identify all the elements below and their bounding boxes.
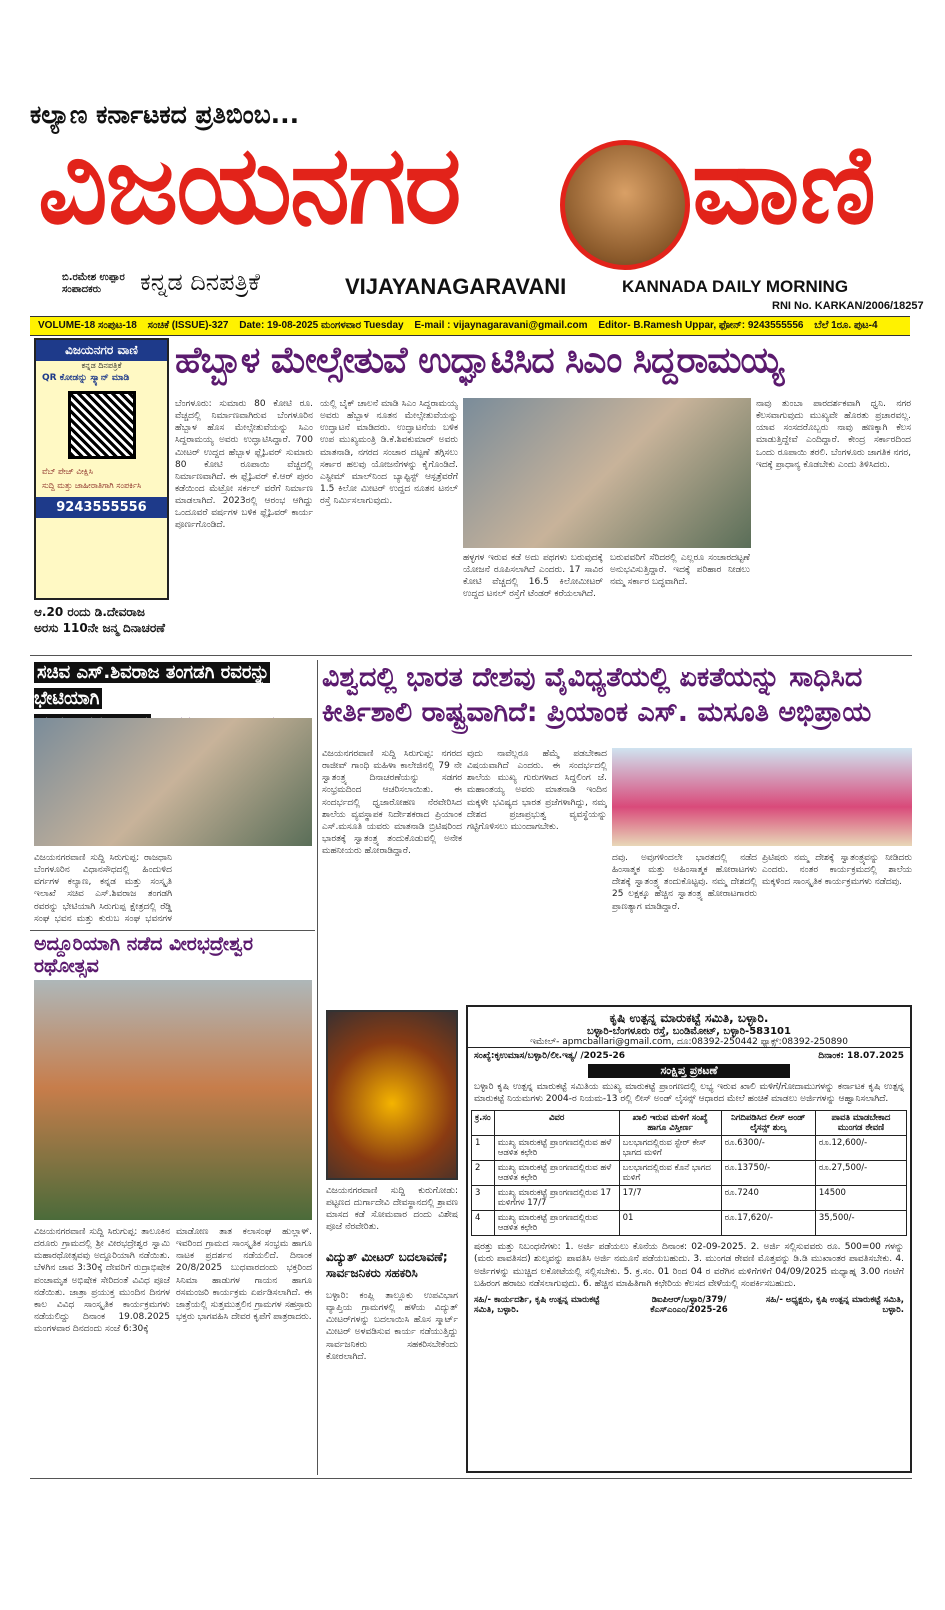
notice-contact: ಇಮೇಲ್- apmcballari@gmail.com, ದೂ:08392-250442 ಫ್ಯಾಕ್ಸ್:08392-250890 — [530, 1037, 848, 1047]
story5-body: ಬಳ್ಳಾರಿ: ಕಂಪ್ಲಿ ತಾಲ್ಲೂಕು ಉಪವಿಭಾಗ ವ್ಯಾಪ್ತಿಯ ಗ್ರಾಮಗಳಲ್ಲಿ ಹಳೆಯ ವಿದ್ಯುತ್ ಮೀಟರ್‌ಗಳನ್ನು ಬದಲಾಯಿಸಿ ಹೊಸ ಸ್ಮಾರ್ಟ್ ಮೀಟರ್ ಅಳವಡಿಸುವ ಕಾರ್ಯ ನಡೆಯುತ್ತಿದ್ದು ಸಾರ್ವಜನಿಕರು ಸಹಕರಿಸಬೇಕೆಂದು ಕೋರಲಾಗಿದೆ. — [326, 1291, 458, 1362]
qr-advertisement — [34, 338, 169, 600]
story5-caption: ವಿಜಯನಗರವಾಣಿ ಸುದ್ದಿ ಕುರುಗೋಡು: ಪಟ್ಟಣದ ದುರ್ಗಾದೇವಿ ದೇವಸ್ಥಾನದಲ್ಲಿ ಶ್ರಾವಣ ಮಾಸದ ಕಡೆ ಸೋಮವಾರ ದಂದು ವಿಶೇಷ ಪೂಜೆ ನೆರವೇರಿತು. — [326, 1186, 458, 1233]
ad-phone: 9243555556 — [36, 497, 167, 518]
temple-puja-photo — [326, 1010, 458, 1180]
notice-body: ಬಳ್ಳಾರಿ ಕೃಷಿ ಉತ್ಪನ್ನ ಮಾರುಕಟ್ಟೆ ಸಮಿತಿಯ ಮುಖ್ಯ ಮಾರುಕಟ್ಟೆ ಪ್ರಾಂಗಣದಲ್ಲಿ ಲಭ್ಯ ಇರುವ ಖಾಲಿ ಮಳಿಗೆ/ಗೋದಾಮುಗಳನ್ನು ಕರ್ನಾಟಕ ಕೃಷಿ ಉತ್ಪನ್ನ ಮಾರುಕಟ್ಟೆ ನಿಯಮಗಳು 2004-ರ ನಿಯಮ-13 ರಲ್ಲಿ ಲೀಸ್ ಅಂಡ್ ಲೈಸನ್ಸ್ ಆಧಾರದ ಮೇಲೆ ಹಂಚಿಕೆ ಮಾಡಲು ಅರ್ಜಿಗಳನ್ನು ಆಹ್ವಾನಿಸಲಾಗಿದೆ. — [474, 1082, 904, 1105]
notice-date: ದಿನಾಂಕ: 18.07.2025 — [818, 1051, 904, 1061]
issue-info-bar — [30, 316, 910, 336]
ad-subtitle: ಕನ್ನಡ ದಿನಪತ್ರಿಕೆ — [81, 361, 122, 370]
table-row: 1 ಮುಖ್ಯ ಮಾರುಕಟ್ಟೆ ಪ್ರಾಂಗಣದಲ್ಲಿರುವ ಹಳೆ ಆಡಳಿತ ಕಛೇರಿ ಬಲಭಾಗದಲ್ಲಿರುವ ಸ್ಟೇರ್ ಕೇಸ್ ಭಾಗದ ಮಳಿಗೆ ರೂ.6300/- ರೂ.12,600/- — [472, 1136, 907, 1161]
notice-address: ಬಳ್ಳಾರಿ-ಬೆಂಗಳೂರು ರಸ್ತೆ, ಬಂಡಿಮೋಟ್, ಬಳ್ಳಾರಿ-583101 — [587, 1026, 791, 1037]
story3-headline: ವಿಶ್ವದಲ್ಲಿ ಭಾರತ ದೇಶವು ವೈವಿಧ್ಯತೆಯಲ್ಲಿ ಏಕತೆಯನ್ನು ಸಾಧಿಸಿದ ಕೀರ್ತಿಶಾಲಿ ರಾಷ್ಟ್ರವಾಗಿದೆ: ಪ್ರಿಯಾಂಕ ಎಸ್. ಮಸೂತಿ ಅಭಿಪ್ರಾಯ — [322, 662, 872, 729]
table-header: ಕ್ರ.ಸಂ — [472, 1111, 495, 1136]
notice-ref: ಸಂಖ್ಯೆ:ಕೃಉಮಾಸ/ಬಳ್ಳಾರಿ/ಲೀ.ಇತ್ಯ/ /2025-26 — [474, 1051, 625, 1061]
notice-terms: ಷರತ್ತು ಮತ್ತು ನಿಬಂಧನೆಗಳು: 1. ಅರ್ಜಿ ಪಡೆಯಲು ಕೊನೆಯ ದಿನಾಂಕ: 02-09-2025. 2. ಅರ್ಜಿ ಸಲ್ಲಿಸುವವರು ರೂ. 500=00 ಗಳನ್ನು (ಮರು ಪಾವತಿಸದ) ಶುಲ್ಕವನ್ನು ಪಾವತಿಸಿ ಅರ್ಜಿ ನಮೂನೆ ಪಡೆಯಬಹುದು. 3. ಮುಂಗಡ ಠೇವಣಿ ಮೊತ್ತವನ್ನು ಡಿ.ಡಿ ಮುಖಾಂತರ ಪಾವತಿಸಬೇಕು. 4. ಅರ್ಜಿಗಳನ್ನು ಮುಚ್ಚಿದ ಲಕೋಟೆಯಲ್ಲಿ ಸಲ್ಲಿಸಬೇಕು. 5. ಕ್ರ.ಸಂ. 01 ರಿಂದ 04 ರ ವರೆಗಿನ ಮಳಿಗೆಗಳಿಗೆ 04/09/2025 ಮಧ್ಯಾಹ್ನ 3.00 ಗಂಟೆಗೆ ಬಹಿರಂಗ ಹರಾಜು ನಡೆಸಲಾಗುವುದು. 6. ಹೆಚ್ಚಿನ ಮಾಹಿತಿಗಾಗಿ ಕಛೇರಿಯ ಕೆಲಸದ ವೇಳೆಯಲ್ಲಿ ಸಂಪರ್ಕಿಸಬಹುದು. — [474, 1242, 904, 1289]
ad-line-2: ಸುದ್ದಿ ಮತ್ತು ಜಾಹೀರಾತಿಗಾಗಿ ಸಂಪರ್ಕಿಸಿ — [42, 481, 142, 490]
main-headline: ಹೆಬ್ಬಾಳ ಮೇಲ್ಸೇತುವೆ ಉದ್ಘಾಟಿಸಿದ ಸಿಎಂ ಸಿದ್ದರಾಮಯ್ಯ — [175, 340, 784, 381]
story4-headline: ಅದ್ದೂರಿಯಾಗಿ ನಡೆದ ವೀರಭದ್ರೇಶ್ವರ ರಥೋತ್ಸವ — [34, 933, 254, 977]
independence-day-photo — [612, 748, 912, 846]
story3-column-2: ವುದು ನಾವೆಲ್ಲರೂ ಹೆಮ್ಮೆ ಪಡಬೇಕಾದ ವಿಷಯವಾಗಿದೆ ಎಂದರು. ಈ ಸಂದರ್ಭದಲ್ಲಿ ಶಾಲೆಯ ಮುಖ್ಯ ಗುರುಗಳಾದ ಸಿದ್ದಲಿಂಗ ಜೆ. ಮಹಾಂತಯ್ಯ ಅವರು ಮಾತನಾಡಿ ಇಂದಿನ ಮಕ್ಕಳೇ ಭವಿಷ್ಯದ ಭಾರತ ಪ್ರಜೆಗಳಾಗಿದ್ದು, ನಮ್ಮ ದೇಶದ ಪ್ರಜಾಪ್ರಭುತ್ವ ವ್ಯವಸ್ಥೆಯನ್ನು ಗಟ್ಟಿಗೊಳಿಸಲು ಮುಂದಾಗಬೇಕು. — [467, 749, 607, 832]
chariot-festival-photo — [34, 980, 312, 1220]
apmc-public-notice — [466, 1005, 912, 1473]
date: Date: 19-08-2025 ಮಂಗಳವಾರ Tuesday — [239, 320, 404, 331]
story1-column-2: ಯಲ್ಲಿ ಬೈಕ್ ಚಾಲನೆ ಮಾಡಿ ಸಿಎಂ ಸಿದ್ದರಾಮಯ್ಯ ಅವರು ಹೆಬ್ಬಾಳ ನೂತನ ಮೇಲ್ಸೇತುವೆಯನ್ನು ಉದ್ಘಾಟನೆ ಮಾಡಿದರು. ಉದ್ಘಾಟನೆಯ ಬಳಿಕ ಉಪ ಮುಖ್ಯಮಂತ್ರಿ ಡಿ.ಕೆ.ಶಿವಕುಮಾರ್ ಅವರು ಮಾತನಾಡಿ, ನಗರದ ಸಂಚಾರ ದಟ್ಟಣೆ ತಗ್ಗಿಸಲು ಸರ್ಕಾರ ಹಲವು ಯೋಜನೆಗಳನ್ನು ಕೈಗೊಂಡಿದೆ. ಎಸ್ಟೀಮ್ ಮಾಲ್‌ನಿಂದ ಬ್ಯಾಪ್ಟಿಸ್ಟ್ ಆಸ್ಪತ್ರೆವರೆಗೆ 1.5 ಕಿಲೋ ಮೀಟರ್ ಉದ್ದದ ನೂತನ ಟನಲ್ ರಸ್ತೆ ನಿರ್ಮಿಸಲಾಗುವುದು. — [320, 399, 458, 507]
table-row: 2 ಮುಖ್ಯ ಮಾರುಕಟ್ಟೆ ಪ್ರಾಂಗಣದಲ್ಲಿರುವ ಹಳೆ ಆಡಳಿತ ಕಛೇರಿ ಬಲಭಾಗದಲ್ಲಿರುವ ಕೊನೆ ಭಾಗದ ಮಳಿಗೆ ರೂ.13750/- ರೂ.27,500/- — [472, 1161, 907, 1186]
ad-qr-text: QR ಕೋಡನ್ನು ಸ್ಕ್ಯಾನ್ ಮಾಡಿ — [42, 373, 130, 383]
notice-sign-mid: ಡಿಐಪಿಆರ್/ಬಳ್ಳಾರಿ/379/ ಕೆಎಸ್‌ಎಂಎಂ/2025-26 — [650, 1294, 728, 1315]
table-header: ಖಾಲಿ ಇರುವ ಮಳಿಗೆ ಸಂಖ್ಯೆ ಹಾಗೂ ವಿಸ್ತೀರ್ಣ — [619, 1111, 721, 1136]
issue: ಸಂಚಿಕೆ (ISSUE)-327 — [147, 320, 229, 331]
story2-body-cont — [178, 852, 312, 927]
table-row: 4 ಮುಖ್ಯ ಮಾರುಕಟ್ಟೆ ಪ್ರಾಂಗಣದಲ್ಲಿರುವ ಆಡಳಿತ ಕಛೇರಿ 01 ರೂ.17,620/- 35,500/- — [472, 1211, 907, 1236]
email[interactable]: E-mail : vijaynagaravani@gmail.com — [414, 320, 588, 331]
table-header: ನಿಗದಿಪಡಿಸಿದ ಲೀಸ್ ಅಂಡ್ ಲೈಸನ್ಸ್ ಶುಲ್ಕ — [721, 1111, 815, 1136]
notice-sign-left: ಸಹಿ/- ಕಾರ್ಯದರ್ಶಿ, ಕೃಷಿ ಉತ್ಪನ್ನ ಮಾರುಕಟ್ಟೆ ಸಮಿತಿ, ಬಳ್ಳಾರಿ. — [474, 1294, 600, 1315]
memorandum-photo — [34, 718, 312, 846]
story2-body: ವಿಜಯನಗರವಾಣಿ ಸುದ್ದಿ ಸಿರುಗುಪ್ಪ: ರಾಜಧಾನಿ ಬೆಂಗಳೂರಿನ ವಿಧಾನಸೌಧದಲ್ಲಿ ಹಿಂದುಳಿದ ವರ್ಗಗಳ ಕಲ್ಯಾಣ, ಕನ್ನಡ ಮತ್ತು ಸಂಸ್ಕೃತಿ ಇಲಾಖೆ ಸಚಿವ ಎಸ್.ಶಿವರಾಜ ತಂಗಡಗಿ ರವರನ್ನು ಭೇಟಿಯಾಗಿ ಸಿರುಗುಪ್ಪ ಕ್ಷೇತ್ರದಲ್ಲಿ ರೆಡ್ಡಿ ಸಂಘ ಭವನ ಮತ್ತು ಕುರುಬ ಸಂಘ ಭವನಗಳ — [34, 853, 172, 924]
story4-column-1: ವಿಜಯನಗರವಾಣಿ ಸುದ್ದಿ ಸಿರುಗುಪ್ಪ: ತಾಲೂಕಿನ ದರೂರು ಗ್ರಾಮದಲ್ಲಿ ಶ್ರೀ ವೀರಭದ್ರೇಶ್ವರ ಸ್ವಾಮಿ ಮಹಾರಥೋತ್ಸವವು ಅದ್ದೂರಿಯಾಗಿ ನಡೆಯಿತು. ಬೆಳಗಿನ ಜಾವ 3:30ಕ್ಕೆ ದೇವರಿಗೆ ರುದ್ರಾಭಿಷೇಕ ಪಂಚಾಮೃತ ಅಭಿಷೇಕ ಸೇರಿದಂತೆ ವಿವಿಧ ಪೂಜೆ ನಡೆಯಿತು. ಜಾತ್ರಾ ಪ್ರಯುಕ್ತ ಮುಂದಿನ ದಿನಗಳ ಕಾಲ ವಿವಿಧ ಸಾಂಸ್ಕೃತಿಕ ಕಾರ್ಯಕ್ರಮಗಳು ನಡೆಯಲಿದ್ದು ದಿನಾಂಕ 19.08.2025 ಮಂಗಳವಾರ ದಿನದಂದು ಸಂಜೆ 6:30ಕ್ಕೆ — [34, 1227, 170, 1335]
english-title: VIJAYANAGARAVANI — [345, 274, 567, 299]
anniversary-note: ಆ.20 ರಂದು ಡಿ.ದೇವರಾಜ ಅರಸು 110ನೇ ಜನ್ಮ ದಿನಾಚರಣೆ — [34, 605, 165, 635]
table-header: ವಿವರ — [494, 1111, 619, 1136]
masthead-tagline: ಕಲ್ಯಾಣ ಕರ್ನಾಟಕದ ಪ್ರತಿಬಿಂಬ... — [30, 100, 300, 129]
notice-title: ಕೃಷಿ ಉತ್ಪನ್ನ ಮಾರುಕಟ್ಟೆ ಸಮಿತಿ, ಬಳ್ಳಾರಿ. — [609, 1011, 769, 1025]
editor-credit: ಬಿ.ರಮೇಶ ಉಪ್ಪಾರ ಸಂಪಾದಕರು — [62, 272, 125, 295]
story1-bottom-1: ಹಳ್ಳಗಳ ಇರುವ ಕಡೆ ಅದು ಪಥಗಳು ಬರುವುದಕ್ಕೆ ಯೋಜನೆ ರೂಪಿಸಲಾಗಿದೆ ಎಂದರು. 17 ಸಾವಿರ ಕೋಟಿ ವೆಚ್ಚದಲ್ಲಿ 16.5 ಕಿಲೋಮೀಟರ್ ಉದ್ದದ ಟನಲ್ ರಸ್ತೆಗೆ ಟೆಂಡರ್ ಕರೆಯಲಾಗಿದೆ. — [463, 553, 603, 600]
ad-line-1: ವೆಬ್ ಪೇಜ್ ವೀಕ್ಷಿಸಿ — [42, 467, 94, 476]
table-header: ಪಾವತಿ ಮಾಡಬೇಕಾದ ಮುಂಗಡ ಠೇವಣಿ — [815, 1111, 906, 1136]
story3-column-3: ದವು. ಅವುಗಳಿಂದಲೇ ಭಾರತದಲ್ಲಿ ನಡೆದ ಹಿಂಸಾತ್ಮಕ ಮತ್ತು ಅಹಿಂಸಾತ್ಮಕ ಹೋರಾಟಗಳು ದೇಶಕ್ಕೆ ಸ್ವಾತಂತ್ರ್ಯ ತಂದುಕೊಟ್ಟವು. ನಮ್ಮ ದೇಶದಲ್ಲಿ 25 ಲಕ್ಷಕ್ಕೂ ಹೆಚ್ಚಿನ ಸ್ವಾತಂತ್ರ್ಯ ಹೋರಾಟಗಾರರು ಪ್ರಾಣತ್ಯಾಗ ಮಾಡಿದ್ದಾರೆ. — [612, 853, 757, 912]
price: ಬೆಲೆ 1ರೂ. ಪುಟ-4 — [814, 320, 878, 331]
story2-headline: ಸಚಿವ ಎಸ್.ಶಿವರಾಜ ತಂಗಡಗಿ ರವರನ್ನು ಭೇಟಿಯಾಗಿ — [34, 660, 314, 738]
notice-sign-right: ಸಹಿ/- ಅಧ್ಯಕ್ಷರು, ಕೃಷಿ ಉತ್ಪನ್ನ ಮಾರುಕಟ್ಟೆ ಸಮಿತಿ, ಬಳ್ಳಾರಿ. — [765, 1294, 904, 1315]
editor-contact: Editor- B.Ramesh Uppar, ಫೋನ್: 9243555556 — [598, 320, 804, 331]
story1-bottom-2: ಬರುವವರಿಗೆ ಸೆರಿದರಲ್ಲಿ ಎಲ್ಲರೂ ಸಂಚಾರದಟ್ಟಣೆ ಅನುಭವಿಸುತ್ತಿದ್ದಾರೆ. ಇದಕ್ಕೆ ಪರಿಹಾರ ನೀಡಲು ನಮ್ಮ ಸರ್ಕಾರ ಬದ್ಧವಾಗಿದೆ. — [610, 553, 750, 588]
tender-table — [471, 1110, 907, 1236]
notice-press-label: ಸಂಕ್ಷಿಪ್ತ ಪ್ರಕಟಣೆ — [588, 1064, 790, 1078]
volume: VOLUME-18 ಸಂಪುಟ-18 — [38, 320, 137, 331]
story1-column-1: ಬೆಂಗಳೂರು: ಸುಮಾರು 80 ಕೋಟಿ ರೂ. ವೆಚ್ಚದಲ್ಲಿ ನಿರ್ಮಾಣವಾಗಿರುವ ಬೆಂಗಳೂರಿನ ಹೆಬ್ಬಾಳ ಹೊಸ ಮೇಲ್ಸೇತುವೆಯನ್ನು ಸಿಎಂ ಸಿದ್ದರಾಮಯ್ಯ ಅವರು ಉದ್ಘಾಟಿಸಿದ್ದಾರೆ. 700 ಮೀಟರ್ ಉದ್ದದ ಹೆಬ್ಬಾಳ ಫ್ಲೈಓವರ್ ಸುಮಾರು 80 ಕೋಟಿ ರೂಪಾಯಿ ವೆಚ್ಚದಲ್ಲಿ ನಿರ್ಮಾಣವಾಗಿದೆ. ಈ ಫ್ಲೈಓವರ್ ಕೆ.ಆರ್ ಪುರಂ ಕಡೆಯಿಂದ ಮೆಟ್ರೋ ಸರ್ಕಲ್ ವರೆಗೆ ನಿರ್ಮಾಣ ಮಾಡಲಾಗಿದೆ. 2023ರಲ್ಲಿ ಆರಂಭ ಆಗಿದ್ದು ಒಂದೂವರೆ ವರ್ಷಗಳ ಬಳಿಕ ಫ್ಲೈಓವರ್ ಕಾರ್ಯ ಪೂರ್ಣಗೊಂಡಿದೆ. — [175, 399, 313, 531]
story5-headline: ವಿದ್ಯುತ್ ಮೀಟರ್ ಬದಲಾವಣೆ; ಸಾರ್ವಜನಿಕರು ಸಹಕರಿಸಿ — [326, 1250, 448, 1280]
masthead-title: ವಿಜಯನಗರ — [38, 123, 460, 248]
qr-code-icon[interactable] — [68, 391, 136, 459]
ad-title: ವಿಜಯನಗರ ವಾಣಿ — [36, 340, 167, 361]
english-subtitle: KANNADA DAILY MORNING — [622, 277, 849, 296]
story3-column-4: ಪ್ರಿಟಿಷರು ನಮ್ಮ ದೇಶಕ್ಕೆ ಸ್ವಾತಂತ್ರ್ಯವನ್ನು ನೀಡಿದರು ಎಂದರು. ನಂತರ ಕಾರ್ಯಕ್ರಮದಲ್ಲಿ ಶಾಲೆಯ ಮಕ್ಕಳಿಂದ ಸಾಂಸ್ಕೃತಿಕ ಕಾರ್ಯಕ್ರಮಗಳು ನಡೆದವು. — [762, 853, 912, 888]
story1-column-3: ನಾವು ತುಂಬಾ ಪಾರದರ್ಶಕವಾಗಿ ಧ್ವನಿ. ನಗರ ಕೆಲಸವಾಗುವುದು ಮುಖ್ಯವೇ ಹೊರತು ಪ್ರಚಾರವಲ್ಲ. ಯಾವ ಸಂಸದರೊಬ್ಬರು ನಾವು ಹಣಕ್ಕಾಗಿ ಕೆಲಸ ಮಾಡುತ್ತಿದ್ದೇವೆ ಎಂದಿದ್ದಾರೆ. ಕೇಂದ್ರ ಸರ್ಕಾರದಿಂದ ಒಂದು ರೂಪಾಯಿ ತರಲಿ. ಬೆಂಗಳೂರು ಜಾಗತಿಕ ನಗರ, ಇದಕ್ಕೆ ಪ್ರಾಧಾನ್ಯ ಕೊಡಬೇಕು ಎಂದು ತಿಳಿಸಿದರು. — [756, 399, 911, 470]
story4-column-2: ಮಾಡೋಣ ತಾತ ಕಲಾಸಂಘ ಹುಲ್ಲಾಳ್. ಇವರಿಂದ ಗ್ರಾಮದ ಸಾಂಸ್ಕೃತಿಕ ಸಂಭ್ರಮ ಹಾಗೂ ನಾಟಕ ಪ್ರದರ್ಶನ ನಡೆಯಲಿದೆ. ದಿನಾಂಕ 20/8/2025 ಬುಧವಾರದಂದು ಭಕ್ತರಿಂದ ಸಿನಿಮಾ ಹಾಡುಗಳ ಗಾಯನ ಹಾಗೂ ರಸಮಂಜರಿ ಕಾರ್ಯಕ್ರಮ ಏರ್ಪಡಿಸಲಾಗಿದೆ. ಈ ಜಾತ್ರೆಯಲ್ಲಿ ಸುತ್ತಮುತ್ತಲಿನ ಗ್ರಾಮಗಳ ಸಹಸ್ರಾರು ಭಕ್ತರು ಭಾಗವಹಿಸಿ ದೇವರ ಕೃಪೆಗೆ ಪಾತ್ರರಾದರು. — [176, 1227, 312, 1322]
masthead-title-suffix: ವಾಣಿ — [692, 123, 876, 248]
table-row: 3 ಮುಖ್ಯ ಮಾರುಕಟ್ಟೆ ಪ್ರಾಂಗಣದಲ್ಲಿರುವ 17 ಮಳಿಗೆಗಳ 17/7 17/7 ರೂ.7240 14500 — [472, 1186, 907, 1211]
flyover-inauguration-photo — [463, 398, 751, 548]
stone-chariot-emblem-icon — [560, 140, 690, 270]
story3-column-1: ವಿಜಯನಗರವಾಣಿ ಸುದ್ದಿ ಸಿರುಗುಪ್ಪ: ನಗರದ ರಾಜೀವ್ ಗಾಂಧಿ ಮಹಿಳಾ ಕಾಲೇಜಿನಲ್ಲಿ 79 ನೇ ಸ್ವಾತಂತ್ರ್ಯ ದಿನಾಚರಣೆಯನ್ನು ಸಡಗರ ಸಂಭ್ರಮದಿಂದ ಆಚರಿಸಲಾಯಿತು. ಈ ಸಂದರ್ಭದಲ್ಲಿ ಧ್ವಜಾರೋಹಣ ನೆರವೇರಿಸಿದ ಶಾಲೆಯ ವ್ಯವಸ್ಥಾಪಕ ನಿರ್ದೇಶಕರಾದ ಪ್ರಿಯಾಂಕ ಎಸ್.ಮಸೂತಿ ಯವರು ಮಾತನಾಡಿ ಬ್ರಿಟಿಷರಿಂದ ಭಾರತಕ್ಕೆ ಸ್ವಾತಂತ್ರ್ಯ ತಂದುಕೊಡುವಲ್ಲಿ ಅನೇಕ ಮಹನೀಯರು ಹೋರಾಡಿದ್ದಾರೆ. — [322, 749, 462, 857]
kannada-daily-label: ಕನ್ನಡ ದಿನಪತ್ರಿಕೆ — [140, 268, 261, 296]
rni-number: RNI No. KARKAN/2006/18257 — [772, 300, 924, 312]
